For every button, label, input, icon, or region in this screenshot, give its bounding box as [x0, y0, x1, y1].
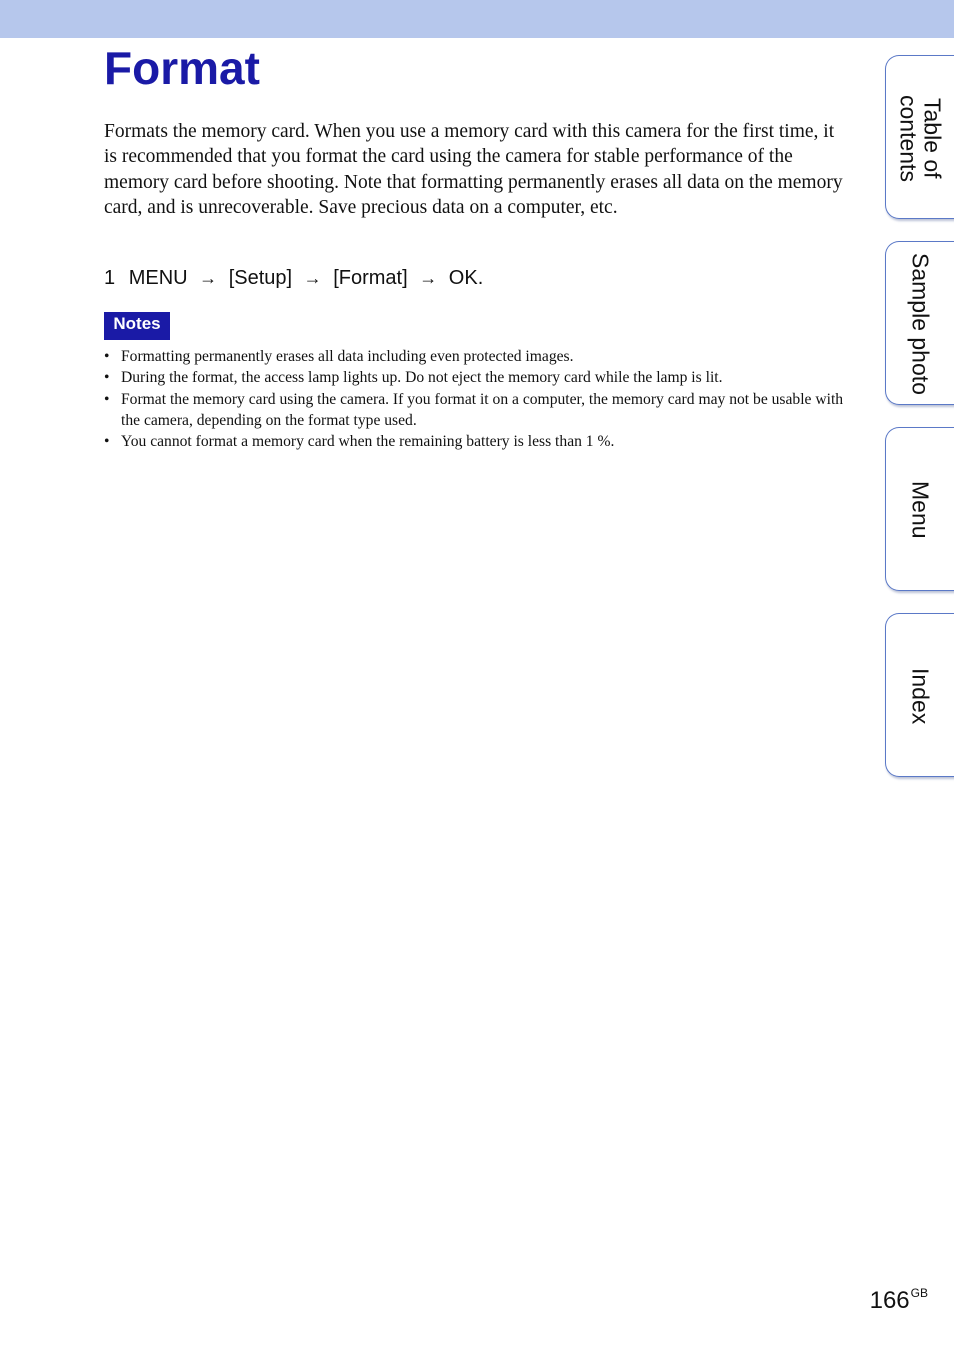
side-tab-sample-photo[interactable] — [885, 241, 954, 405]
page-number-value: 166 — [869, 1287, 910, 1314]
instruction-step — [104, 264, 483, 292]
notes-label: Notes — [104, 312, 170, 340]
note-item — [104, 367, 846, 388]
arrow-right-icon: → — [303, 268, 322, 288]
note-item — [104, 389, 846, 432]
header-band — [0, 0, 954, 38]
note-text: Formatting permanently erases all data including even protected images. — [121, 348, 574, 365]
arrow-right-icon: → — [199, 268, 218, 288]
bullet-icon: • — [104, 369, 110, 387]
bullet-icon: • — [104, 390, 110, 408]
note-item — [104, 346, 846, 367]
side-tab-label: Sample photo — [907, 253, 934, 395]
step-setup: [Setup] — [228, 267, 293, 289]
step-ok: OK. — [448, 267, 484, 289]
note-text: During the format, the access lamp lights up. Do not eject the memory card while the lamp is lit. — [121, 369, 723, 387]
intro-paragraph: Formats the memory card. When you use a memory card with this camera for the first time, it is recommended that you format the card using the camera for stable performance of the memory card before shooting. Note that formatting permanently erases all data on the memory card, and is unrecoverable. Save precious data on a computer, etc. — [104, 121, 843, 219]
side-tab-label: Menu — [907, 481, 934, 539]
arrow-right-icon: → — [419, 268, 438, 288]
note-text: Format the memory card using the camera. If you format it on a computer, the memory card may not be usable with the camera, depending on the format type used. — [121, 390, 844, 429]
page-title: Format — [104, 42, 260, 94]
step-menu: MENU — [128, 267, 188, 289]
side-tab-label: Index — [907, 667, 934, 725]
notes-list — [104, 346, 846, 452]
note-text: You cannot format a memory card when the remaining battery is less than 1 %. — [121, 433, 615, 451]
step-format: [Format] — [333, 267, 408, 289]
note-item — [104, 431, 846, 452]
bullet-icon: • — [104, 433, 110, 451]
page-number-suffix: GB — [910, 1286, 928, 1300]
side-tab-menu[interactable] — [885, 427, 954, 591]
bullet-icon: • — [104, 348, 110, 365]
side-tab-label: Table of contents — [895, 94, 946, 182]
side-tab-index[interactable] — [885, 613, 954, 777]
side-tab-table-of-contents[interactable] — [885, 55, 954, 219]
step-number: 1 — [104, 267, 116, 289]
page-number — [870, 1279, 928, 1315]
